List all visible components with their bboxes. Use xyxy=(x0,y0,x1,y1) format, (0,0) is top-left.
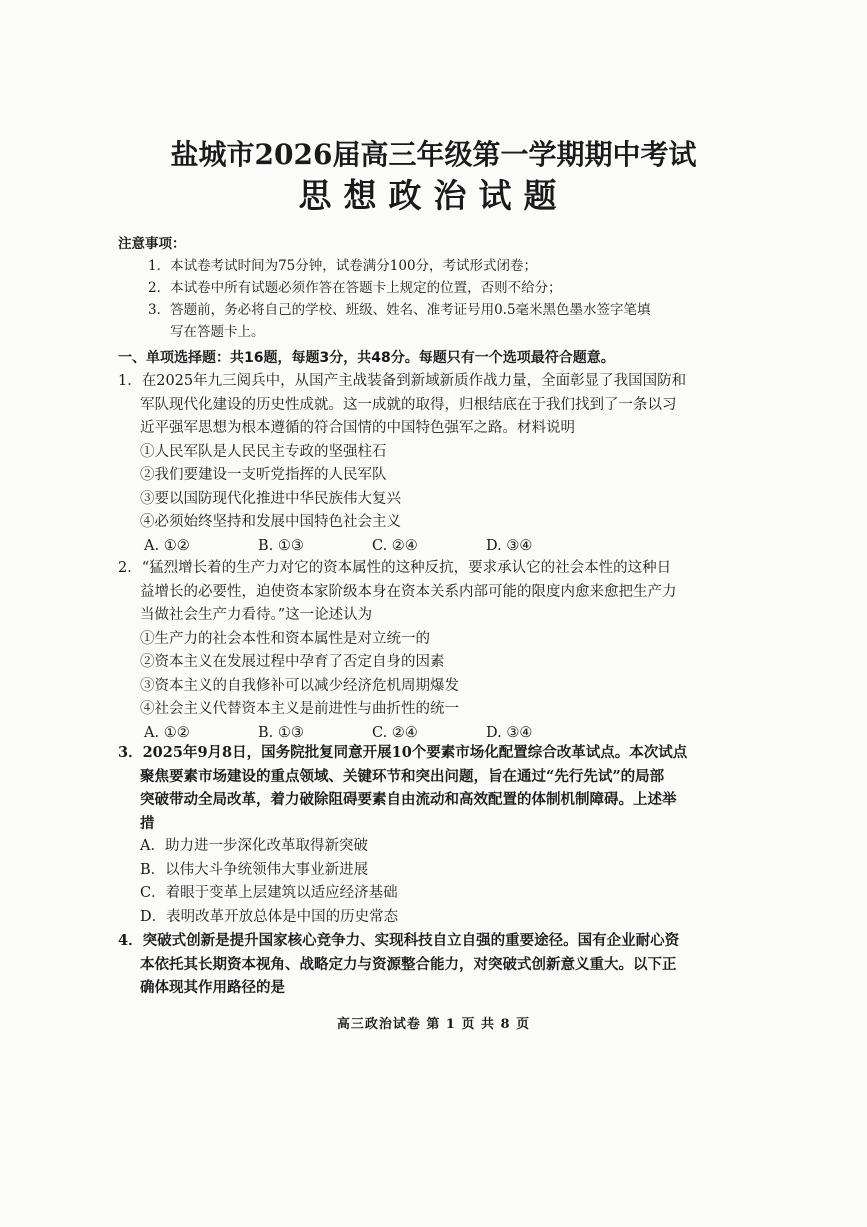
question-3-options xyxy=(118,835,718,929)
statement-option: ②资本主义在发展过程中孕育了否定自身的因素 xyxy=(140,654,445,670)
stem-line: 军队现代化建设的历史性成就。这一成就的取得，归根结底在于我们找到了一条以习 xyxy=(140,396,677,413)
note-item-3-continued: 写在答题卡上。 xyxy=(170,324,265,340)
statement-option: ③要以国防现代化推进中华民族伟大复兴 xyxy=(140,490,401,507)
statement-option: ④必须始终坚持和发展中国特色社会主义 xyxy=(140,514,401,530)
choice-d: D．表明改革开放总体是中国的历史常态 xyxy=(140,908,399,925)
page-footer: 高三政治试卷 第 1 页 共 8 页 xyxy=(336,1017,531,1032)
choice-d: D. ③④ xyxy=(486,724,533,741)
choice-d: D. ③④ xyxy=(486,537,533,554)
notes-block xyxy=(118,233,718,343)
question-stem xyxy=(118,741,718,835)
statement-option: ②我们要建设一支听党指挥的人民军队 xyxy=(140,467,387,483)
section-heading: 一、单项选择题：共16题，每题3分，共48分。每题只有一个选项最符合题意。 xyxy=(118,350,615,366)
note-item-2: 2．本试卷中所有试题必须作答在答题卡上规定的位置，否则不给分； xyxy=(148,280,562,296)
note-item-1: 1．本试卷考试时间为75分钟，试卷满分100分，考试形式闭卷； xyxy=(148,258,538,274)
choice-b: B. ①③ xyxy=(258,724,304,741)
exam-subtitle: 思想政治试题 xyxy=(298,176,569,215)
question-4 xyxy=(118,929,718,1000)
stem-line: 近平强军思想为根本遵循的符合国情的中国特色强军之路。材料说明 xyxy=(140,420,575,436)
question-2 xyxy=(118,557,718,745)
stem-line: 当做社会生产力看待。”这一论述认为 xyxy=(140,607,373,623)
choice-a: A. ①② xyxy=(144,537,190,554)
stem-line: 本依托其长期资本视角、战略定力与资源整合能力，对突破式创新意义重大。以下正 xyxy=(140,955,677,973)
stem-line: 益增长的必要性，迫使资本家阶级本身在资本关系内部可能的限度内愈来愈把生产力 xyxy=(140,583,677,600)
question-stem xyxy=(118,929,718,1000)
question-stem xyxy=(118,370,718,441)
statement-option: ①生产力的社会本性和资本属性是对立统一的 xyxy=(140,630,430,647)
choice-c: C. ②④ xyxy=(372,724,418,741)
choice-b: B. ①③ xyxy=(258,537,304,554)
exam-title: 盐城市2026届高三年级第一学期期中考试 xyxy=(170,138,697,171)
question-3 xyxy=(118,741,718,835)
choice-c: C．着眼于变革上层建筑以适应经济基础 xyxy=(140,885,398,901)
statement-option: ①人民军队是人民民主专政的坚强柱石 xyxy=(140,443,387,460)
choice-b: B．以伟大斗争统领伟大事业新进展 xyxy=(140,861,369,878)
notes-heading: 注意事项： xyxy=(118,236,186,252)
stem-line: 措 xyxy=(140,814,155,832)
stem-line: 突破带动全局改革，着力破除阻碍要素自由流动和高效配置的体制机制障碍。上述举 xyxy=(140,791,677,808)
stem-line: 4．突破式创新是提升国家核心竞争力、实现科技自立自强的重要途径。国有企业耐心资 xyxy=(118,932,680,949)
statement-option: ④社会主义代替资本主义是前进性与曲折性的统一 xyxy=(140,701,459,717)
stem-line: 聚焦要素市场建设的重点领域、关键环节和突出问题，旨在通过“先行先试”的局部 xyxy=(140,767,665,785)
stem-line: 2．“猛烈增长着的生产力对它的资本属性的这种反抗，要求承认它的社会本性的这种日 xyxy=(118,560,672,576)
statement-option: ③资本主义的自我修补可以减少经济危机周期爆发 xyxy=(140,677,459,694)
choice-a: A．助力进一步深化改革取得新突破 xyxy=(140,838,368,854)
question-1 xyxy=(118,370,718,558)
stem-line: 3．2025年9月8日，国务院批复同意开展10个要素市场化配置综合改革试点。本次试点 xyxy=(118,744,688,761)
question-stem xyxy=(118,557,718,628)
stem-line: 1．在2025年九三阅兵中，从国产主战装备到新域新质作战力量，全面彰显了我国国防和 xyxy=(118,373,687,389)
choice-c: C. ②④ xyxy=(372,537,418,554)
note-item-3: 3．答题前，务必将自己的学校、班级、姓名、准考证号用0.5毫米黑色墨水签字笔填 xyxy=(148,302,651,318)
choice-a: A. ①② xyxy=(144,724,190,741)
stem-line: 确体现其作用路径的是 xyxy=(140,979,285,996)
answer-choices xyxy=(118,535,718,559)
